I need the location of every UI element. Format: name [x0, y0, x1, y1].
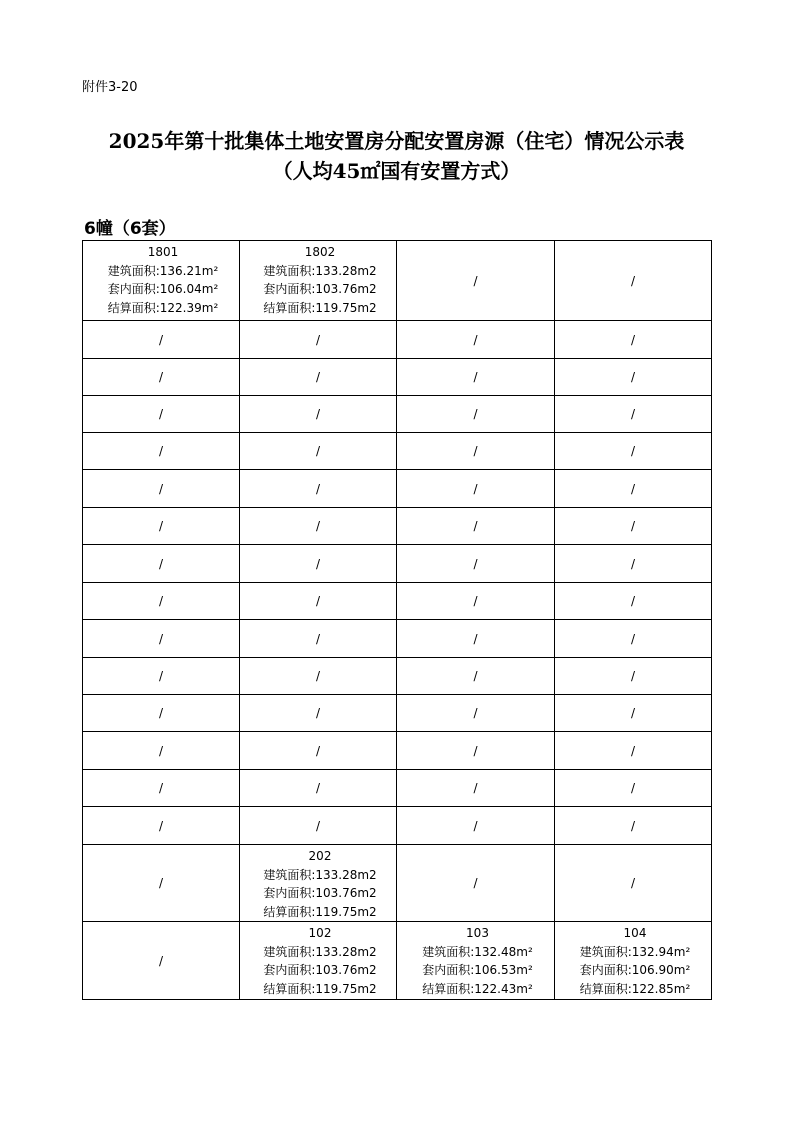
- empty-mark: /: [158, 407, 164, 421]
- empty-cell: [83, 545, 240, 583]
- settle-area-value: 119.75m2: [315, 981, 377, 996]
- document-subtitle: （人均45㎡国有安置方式）: [272, 159, 521, 183]
- empty-mark: /: [315, 481, 321, 496]
- table-row: [83, 433, 712, 470]
- table-row: [83, 620, 712, 658]
- empty-cell: [397, 620, 555, 658]
- empty-cell: [83, 321, 240, 359]
- table-row: [83, 470, 712, 508]
- inner-area-label: 套内面积:: [263, 282, 316, 296]
- empty-cell: [397, 732, 555, 770]
- unit-number: [244, 847, 396, 866]
- inner-area-value: 106.90m²: [631, 963, 691, 977]
- inner-area-label: 套内面积:: [107, 282, 160, 296]
- empty-mark: /: [630, 594, 636, 608]
- empty-mark: /: [158, 706, 164, 720]
- build-area-label: 建筑面积:: [263, 263, 316, 278]
- inner-area-line: [559, 961, 711, 980]
- empty-mark: /: [158, 332, 164, 347]
- settle-area-line: [401, 980, 554, 999]
- inner-area-label: 套内面积:: [579, 963, 632, 977]
- empty-cell: [83, 620, 240, 658]
- empty-mark: /: [473, 818, 478, 833]
- unit-number: [244, 243, 396, 262]
- empty-cell: [555, 241, 712, 321]
- empty-cell: [240, 470, 397, 508]
- empty-cell: [83, 583, 240, 620]
- unit-number-text: 103: [466, 926, 489, 940]
- empty-mark: /: [630, 444, 636, 458]
- settle-area-value: 119.75m2: [315, 904, 377, 919]
- empty-cell: [555, 732, 712, 770]
- empty-mark: /: [315, 370, 321, 384]
- build-area-value: 133.28m2: [315, 867, 377, 882]
- empty-cell: [555, 396, 712, 433]
- empty-mark: /: [158, 953, 164, 968]
- empty-mark: /: [630, 370, 636, 384]
- empty-cell: [83, 732, 240, 770]
- empty-cell: [555, 845, 712, 922]
- empty-cell: [397, 545, 555, 583]
- empty-mark: /: [630, 407, 636, 421]
- inner-area-value: 103.76m2: [315, 963, 377, 977]
- build-area-label: 建筑面积:: [422, 944, 475, 959]
- empty-mark: /: [630, 332, 636, 347]
- empty-cell: [397, 807, 555, 845]
- empty-cell: [397, 321, 555, 359]
- empty-mark: /: [158, 519, 164, 533]
- empty-mark: /: [315, 556, 321, 571]
- inner-area-line: [244, 884, 396, 903]
- empty-mark: /: [630, 781, 636, 795]
- empty-cell: [83, 770, 240, 807]
- building-label: 6幢（6套）: [84, 219, 176, 239]
- build-area-value: 132.94m²: [631, 944, 691, 959]
- unit-number-text: 1801: [147, 245, 179, 259]
- empty-cell: [83, 359, 240, 396]
- empty-mark: /: [473, 743, 478, 758]
- empty-mark: /: [158, 743, 164, 758]
- empty-mark: /: [630, 519, 636, 533]
- empty-cell: [240, 620, 397, 658]
- build-area-line: [401, 943, 554, 962]
- empty-cell: [240, 732, 397, 770]
- table-row: [83, 922, 712, 1000]
- housing-table: [82, 240, 712, 1000]
- build-area-line: [244, 866, 396, 885]
- empty-cell: [83, 396, 240, 433]
- inner-area-value: 103.76m2: [315, 282, 377, 296]
- empty-cell: [397, 470, 555, 508]
- inner-area-value: 106.53m²: [474, 963, 533, 977]
- inner-area-line: [244, 961, 396, 980]
- table-row: [83, 359, 712, 396]
- empty-cell: [397, 241, 555, 321]
- settle-area-value: 122.39m²: [159, 300, 219, 315]
- empty-mark: /: [473, 273, 478, 288]
- settle-area-line: [559, 980, 711, 999]
- empty-mark: /: [315, 519, 321, 533]
- settle-area-label: 结算面积:: [107, 300, 160, 315]
- build-area-value: 132.48m²: [474, 944, 533, 959]
- empty-cell: [83, 807, 240, 845]
- empty-cell: [397, 433, 555, 470]
- unit-number: [401, 924, 554, 943]
- table-row: [83, 396, 712, 433]
- settle-area-line: [244, 299, 396, 318]
- empty-mark: /: [158, 370, 164, 384]
- table-row: [83, 321, 712, 359]
- table-row: [83, 583, 712, 620]
- unit-number: [244, 924, 396, 943]
- empty-cell: [240, 583, 397, 620]
- build-area-label: 建筑面积:: [263, 944, 316, 959]
- build-area-line: [244, 262, 396, 281]
- empty-cell: [397, 695, 555, 732]
- unit-number-text: 104: [623, 926, 647, 940]
- empty-cell: [555, 770, 712, 807]
- empty-cell: [83, 845, 240, 922]
- inner-area-line: [401, 961, 554, 980]
- empty-cell: [555, 620, 712, 658]
- inner-area-line: [244, 280, 396, 299]
- empty-cell: [555, 583, 712, 620]
- empty-mark: /: [158, 444, 164, 458]
- empty-mark: /: [315, 706, 321, 720]
- empty-mark: /: [630, 481, 636, 496]
- empty-mark: /: [315, 631, 321, 646]
- inner-area-value: 103.76m2: [315, 886, 377, 900]
- empty-cell: [240, 433, 397, 470]
- empty-mark: /: [630, 706, 636, 720]
- unit-cell: [240, 241, 397, 321]
- unit-cell: [240, 845, 397, 922]
- settle-area-label: 结算面积:: [263, 300, 316, 315]
- empty-mark: /: [158, 631, 164, 646]
- empty-cell: [240, 321, 397, 359]
- empty-mark: /: [315, 594, 321, 608]
- empty-cell: [240, 770, 397, 807]
- empty-mark: /: [315, 407, 321, 421]
- build-area-value: 136.21m²: [159, 263, 219, 278]
- empty-mark: /: [473, 370, 478, 384]
- empty-mark: /: [630, 631, 636, 646]
- empty-cell: [555, 658, 712, 695]
- empty-cell: [83, 508, 240, 545]
- unit-cell: [397, 922, 555, 1000]
- settle-area-line: [244, 903, 396, 922]
- table-row: [83, 545, 712, 583]
- empty-cell: [240, 508, 397, 545]
- document-title: 2025年第十批集体土地安置房分配安置房源（住宅）情况公示表: [108, 129, 685, 153]
- empty-mark: /: [315, 781, 321, 795]
- empty-mark: /: [630, 743, 636, 758]
- empty-mark: /: [315, 669, 321, 683]
- empty-mark: /: [158, 594, 164, 608]
- empty-mark: /: [158, 556, 164, 571]
- table-row: [83, 695, 712, 732]
- table-row: [83, 658, 712, 695]
- unit-number-text: 202: [308, 849, 332, 863]
- empty-mark: /: [158, 876, 164, 890]
- settle-area-label: 结算面积:: [263, 981, 316, 996]
- unit-number: [559, 924, 711, 943]
- empty-cell: [397, 396, 555, 433]
- empty-cell: [83, 470, 240, 508]
- settle-area-label: 结算面积:: [263, 904, 316, 919]
- empty-mark: /: [630, 876, 636, 890]
- settle-area-value: 119.75m2: [315, 300, 377, 315]
- empty-mark: /: [473, 781, 478, 795]
- build-area-line: [87, 262, 239, 281]
- empty-cell: [397, 770, 555, 807]
- empty-cell: [240, 545, 397, 583]
- table-row: [83, 508, 712, 545]
- empty-cell: [397, 583, 555, 620]
- attachment-label: 附件3-20: [82, 80, 138, 95]
- settle-area-label: 结算面积:: [579, 981, 632, 996]
- build-area-value: 133.28m2: [315, 263, 377, 278]
- build-area-label: 建筑面积:: [579, 944, 632, 959]
- empty-cell: [240, 396, 397, 433]
- settle-area-value: 122.43m²: [474, 981, 533, 996]
- empty-cell: [555, 433, 712, 470]
- inner-area-label: 套内面积:: [422, 963, 475, 977]
- build-area-value: 133.28m2: [315, 944, 377, 959]
- empty-cell: [83, 695, 240, 732]
- empty-mark: /: [630, 669, 636, 683]
- empty-mark: /: [473, 481, 478, 496]
- empty-cell: [397, 658, 555, 695]
- unit-number-text: 102: [308, 926, 332, 940]
- empty-cell: [83, 658, 240, 695]
- table-row: [83, 732, 712, 770]
- empty-mark: /: [473, 669, 478, 683]
- empty-cell: [240, 359, 397, 396]
- empty-cell: [397, 359, 555, 396]
- inner-area-label: 套内面积:: [263, 963, 316, 977]
- empty-mark: /: [158, 818, 164, 833]
- empty-cell: [555, 807, 712, 845]
- unit-number-text: 1802: [304, 245, 336, 259]
- empty-mark: /: [315, 818, 321, 833]
- empty-mark: /: [315, 743, 321, 758]
- empty-cell: [240, 695, 397, 732]
- empty-mark: /: [473, 594, 478, 608]
- empty-mark: /: [473, 519, 478, 533]
- empty-cell: [397, 845, 555, 922]
- empty-mark: /: [473, 407, 478, 421]
- empty-mark: /: [158, 669, 164, 683]
- empty-cell: [555, 508, 712, 545]
- empty-cell: [240, 658, 397, 695]
- empty-mark: /: [473, 706, 478, 720]
- empty-mark: /: [158, 781, 164, 795]
- empty-mark: /: [473, 556, 478, 571]
- empty-cell: [555, 695, 712, 732]
- empty-mark: /: [473, 876, 478, 890]
- empty-mark: /: [630, 273, 636, 288]
- empty-cell: [397, 508, 555, 545]
- unit-number: [87, 243, 239, 262]
- table-row: [83, 241, 712, 321]
- empty-mark: /: [630, 818, 636, 833]
- empty-cell: [83, 922, 240, 1000]
- table-row: [83, 845, 712, 922]
- empty-cell: [555, 321, 712, 359]
- table-row: [83, 770, 712, 807]
- build-area-label: 建筑面积:: [263, 867, 316, 882]
- empty-cell: [555, 470, 712, 508]
- inner-area-label: 套内面积:: [263, 886, 316, 900]
- unit-cell: [555, 922, 712, 1000]
- inner-area-line: [87, 280, 239, 299]
- empty-cell: [555, 545, 712, 583]
- settle-area-line: [87, 299, 239, 318]
- unit-cell: [240, 922, 397, 1000]
- empty-mark: /: [473, 332, 478, 347]
- empty-mark: /: [473, 631, 478, 646]
- empty-cell: [83, 433, 240, 470]
- settle-area-line: [244, 980, 396, 999]
- empty-cell: [555, 359, 712, 396]
- empty-mark: /: [315, 332, 321, 347]
- build-area-label: 建筑面积:: [107, 263, 160, 278]
- table-row: [83, 807, 712, 845]
- empty-mark: /: [315, 444, 321, 458]
- build-area-line: [244, 943, 396, 962]
- settle-area-value: 122.85m²: [631, 981, 691, 996]
- empty-mark: /: [158, 481, 164, 496]
- empty-mark: /: [630, 556, 636, 571]
- empty-mark: /: [473, 444, 478, 458]
- unit-cell: [83, 241, 240, 321]
- empty-cell: [240, 807, 397, 845]
- settle-area-label: 结算面积:: [422, 981, 475, 996]
- inner-area-value: 106.04m²: [159, 282, 219, 296]
- build-area-line: [559, 943, 711, 962]
